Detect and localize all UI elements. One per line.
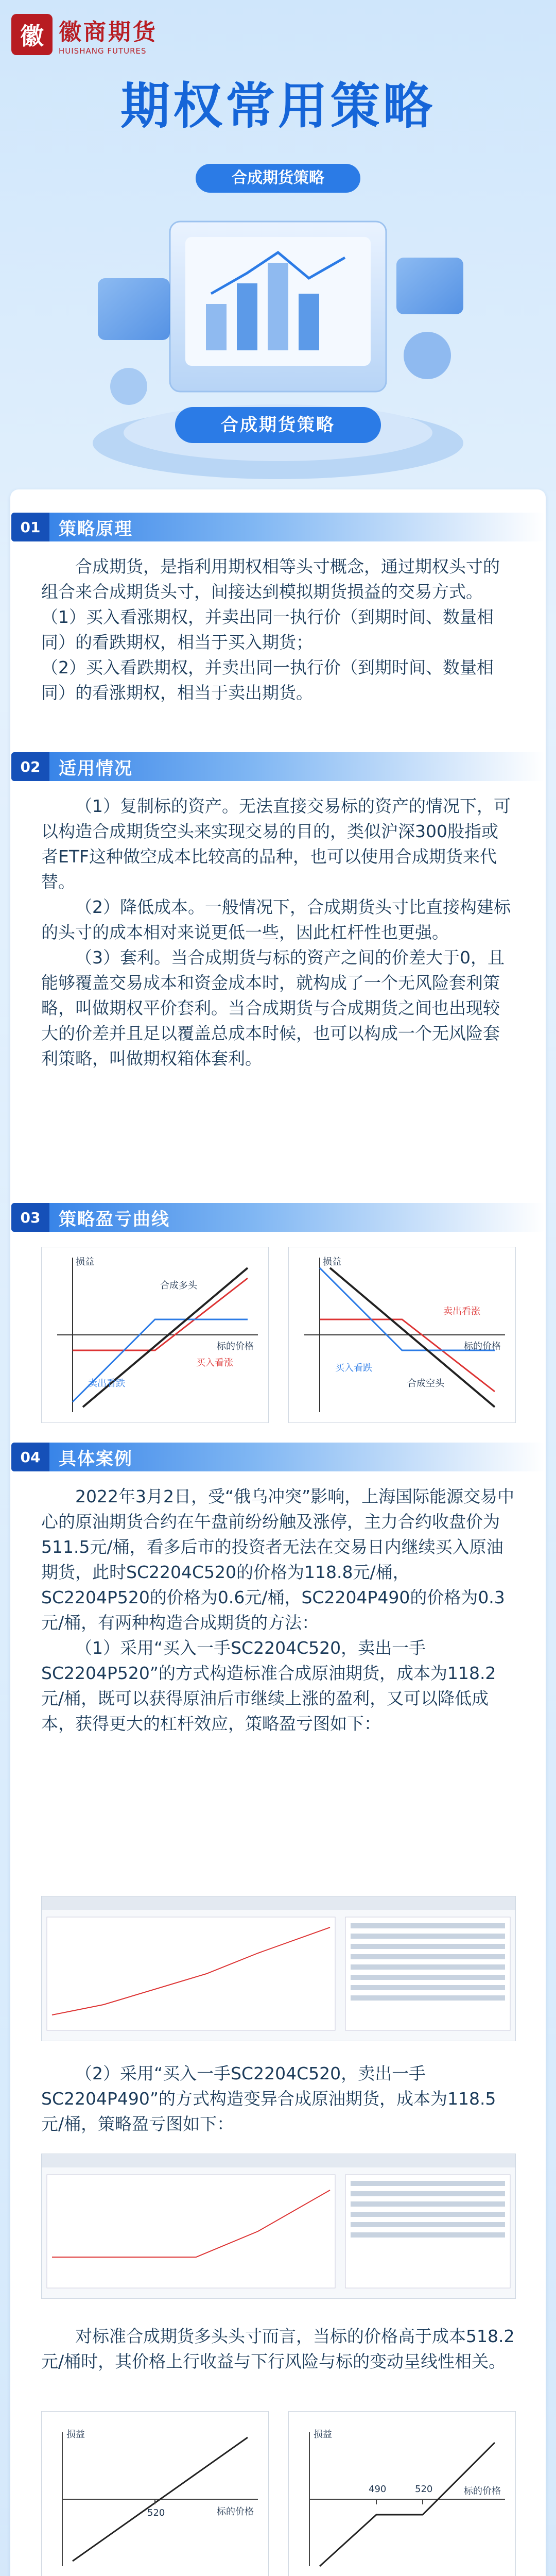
hero-graphic-icon (67, 201, 489, 489)
logo-cn: 徽商期货 (59, 19, 158, 45)
section-header-payoff: 03 策略盈亏曲线 (11, 1203, 545, 1232)
subtitle-pill: 合成期货策略 (196, 164, 360, 193)
case-chart-variant: 损益 标的价格 490 520 (288, 2411, 516, 2576)
trading-screenshot-variant (41, 2154, 516, 2299)
logo-mark: 徽 (11, 14, 53, 55)
case-text-standard-conclusion: 对标准合成期货多头头寸而言，当标的价格高于成本518.2元/桶时，其价格上行收益与下行风险与标的变动呈线性相关。 (41, 2326, 515, 2371)
page-title: 期权常用策略 (120, 77, 436, 135)
principle-text: 合成期货，是指利用期权相等头寸概念，通过期权头寸的组合来合成期货头寸，间接达到模拟期货损益的交易方式。 （1）买入看涨期权，并卖出同一执行价（到期时间、数量相同）的看跌期权，相当于买入期货； （2）买入看跌期权，并卖出同一执行价（到期时间、数量相同）的看涨期权，相当于卖出期货。 (41, 556, 500, 703)
case-text-intro: 2022年3月2日，受“俄乌冲突”影响，上海国际能源交易中心的原油期货合约在午盘前纷纷触及涨停，主力合约收盘价为511.5元/桶，看多后市的投资者无法在交易日内继续买入原油期货，此时SC2204C520的价格为118.8元/桶，SC2204P520的价格为0.6元/桶，SC2204P490的价格为0.3元/桶，有两种构造合成期货的方法： （1）采用“买入一手SC2204C520，卖出一手SC2204P520”的方式构造标准合成原油期货，成本为118.2元/桶，既可以获得原油后市继续上涨的盈利，又可以降低成本，获得更大的杠杆效应，策略盈亏图如下： (41, 1486, 515, 1734)
case-text-variant: （2）采用“买入一手SC2204C520，卖出一手SC2204P490”的方式构造变异合成原油期货，成本为118.5元/桶，策略盈亏图如下： (41, 2063, 496, 2134)
payoff-diagram-long: 损益 标的价格 买入看涨 卖出看跌 合成多头 (41, 1247, 269, 1423)
section-header-case: 04 具体案例 (11, 1443, 545, 1471)
case-chart-standard: 损益 标的价格 520 (41, 2411, 269, 2576)
section-header-principle: 01 策略原理 (11, 513, 545, 541)
scenarios-text: （1）复制标的资产。无法直接交易标的资产的情况下，可以构造合成期货空头来实现交易的目的，类似沪深300股指或者ETF这种做空成本比较高的品种，也可以使用合成期货来代替。 （2）降低成本。一般情况下，合成期货头寸比直接构建标的头寸的成本相对来说更低一些，因此杠杆性也更强。 （3）套利。当合成期货与标的资产之间的价差大于0，且能够覆盖交易成本和资金成本时，就构成了一个无风险套利策略，叫做期权平价套利。当合成期货与合成期货之间也出现较大的价差并且足以覆盖总成本时候，也可以构成一个无风险套利策略，叫做期权箱体套利。 (41, 796, 511, 1069)
hero-label: 合成期货策略 (221, 415, 335, 435)
logo-en: HUISHANG FUTURES (59, 46, 147, 56)
payoff-diagram-short: 损益 标的价格 卖出看涨 买入看跌 合成空头 (288, 1247, 516, 1423)
hero-illustration (67, 201, 489, 489)
company-logo (11, 13, 158, 56)
section-header-scenarios: 02 适用情况 (11, 752, 545, 781)
trading-screenshot-standard (41, 1896, 516, 2041)
